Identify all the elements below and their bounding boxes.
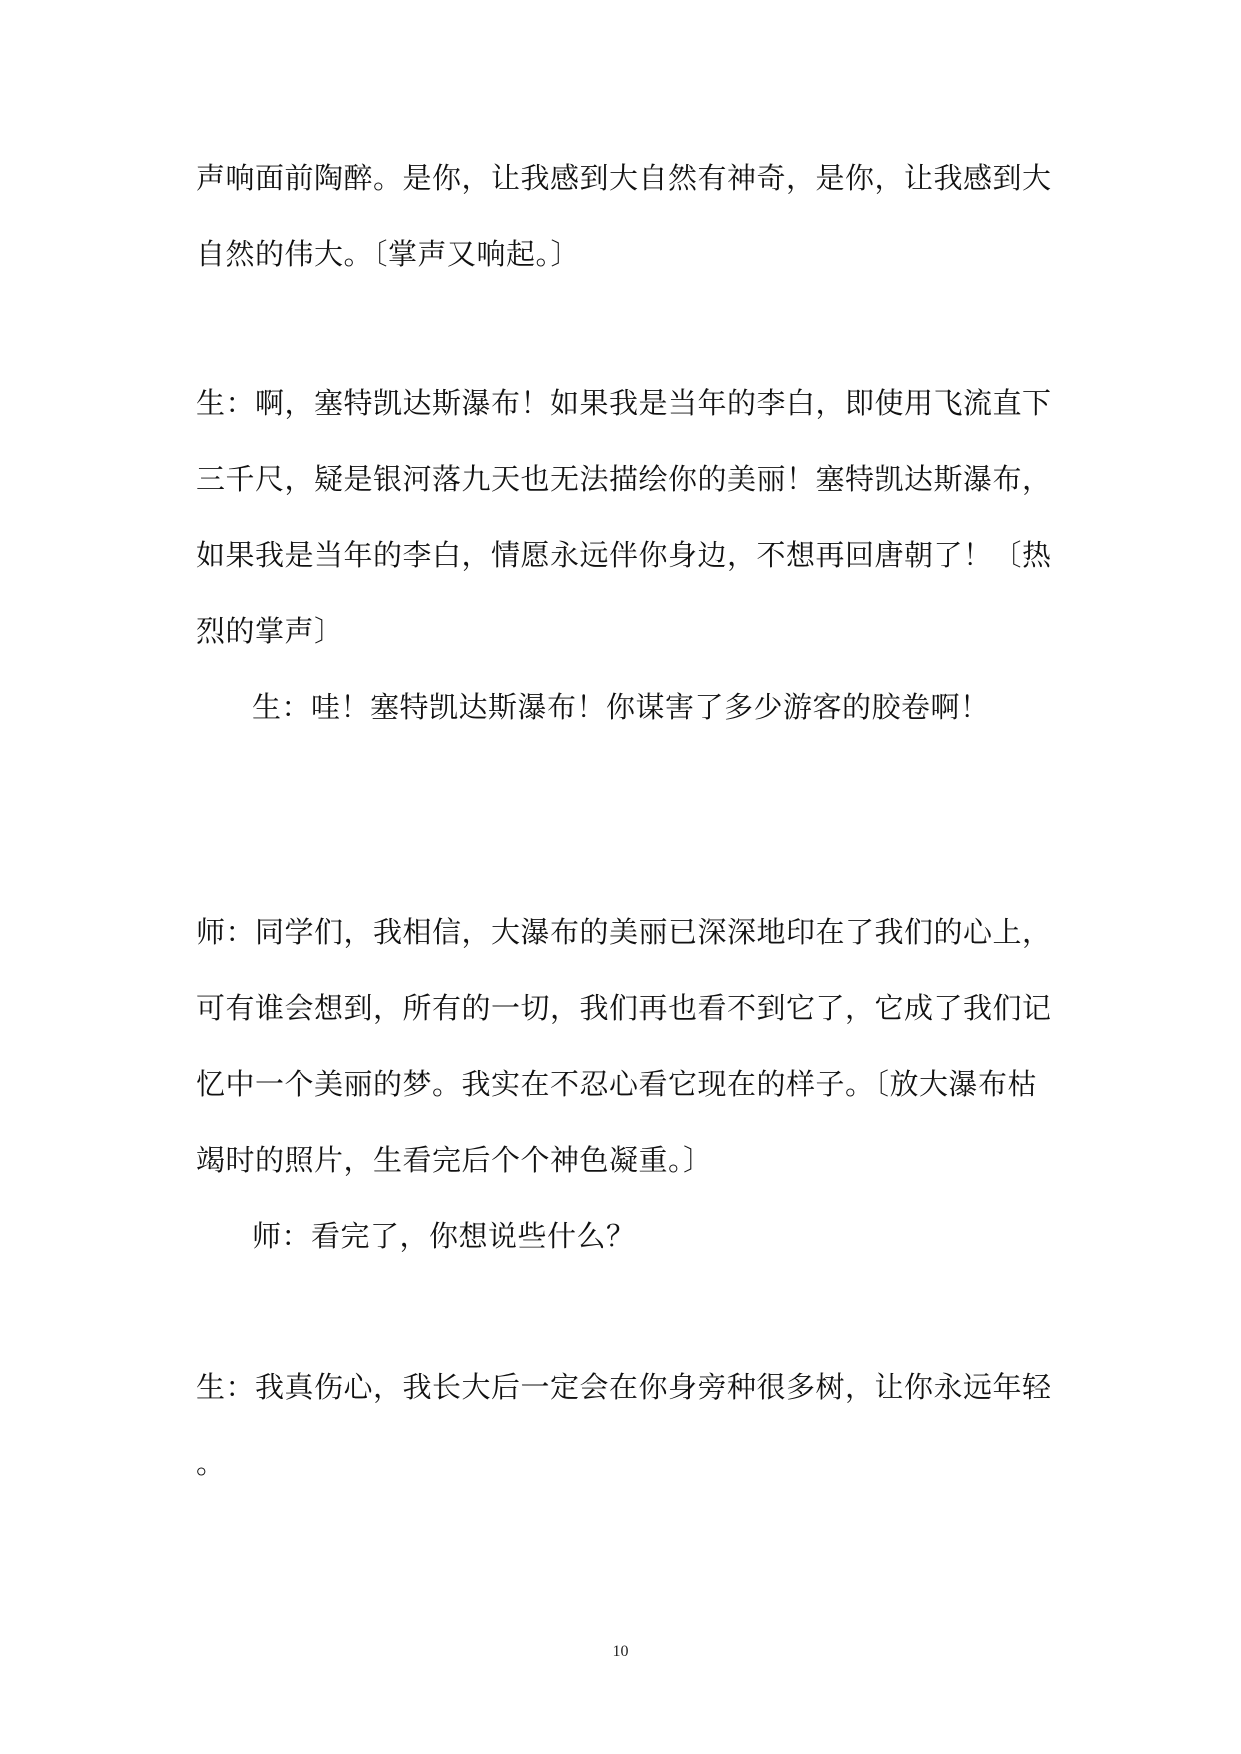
paragraph-6-line-1: 生：我真伤心，我长大后一定会在你身旁种很多树，让你永远年轻 — [196, 1370, 1052, 1404]
paragraph-1-line-2: 自然的伟大。〔掌声又响起。〕 — [196, 237, 581, 271]
paragraph-1-line-1: 声响面前陶醉。是你，让我感到大自然有神奇，是你，让我感到大 — [196, 161, 1052, 195]
paragraph-4-line-1: 师：同学们，我相信，大瀑布的美丽已深深地印在了我们的心上， — [196, 915, 1052, 949]
paragraph-2-line-3: 如果我是当年的李白，情愿永远伴你身边，不想再回唐朝了！〔热 — [196, 538, 1052, 572]
paragraph-2-line-2: 三千尺，疑是银河落九天也无法描绘你的美丽！塞特凯达斯瀑布， — [196, 462, 1052, 496]
paragraph-2-line-1: 生：啊，塞特凯达斯瀑布！如果我是当年的李白，即使用飞流直下 — [196, 386, 1052, 420]
paragraph-6-line-2: 。 — [196, 1446, 226, 1480]
paragraph-2-line-4: 烈的掌声〕 — [196, 614, 344, 648]
paragraph-5-line-1: 师：看完了，你想说些什么？ — [252, 1219, 636, 1253]
paragraph-3-line-1: 生：哇！塞特凯达斯瀑布！你谋害了多少游客的胶卷啊！ — [252, 690, 990, 724]
paragraph-4-line-3: 忆中一个美丽的梦。我实在不忍心看它现在的样子。〔放大瀑布枯 — [196, 1067, 1038, 1101]
page-number: 10 — [612, 1643, 629, 1660]
paragraph-4-line-4: 竭时的照片，生看完后个个神色凝重。〕 — [196, 1143, 713, 1177]
paragraph-4-line-2: 可有谁会想到，所有的一切，我们再也看不到它了，它成了我们记 — [196, 991, 1052, 1025]
